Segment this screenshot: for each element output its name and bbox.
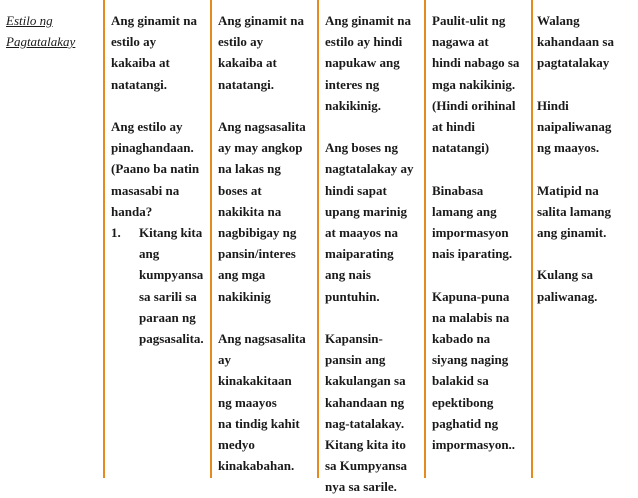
cell-line: pagtatalakay xyxy=(537,55,610,71)
cell-line: lamang ang xyxy=(432,203,497,219)
cell-line: (Hindi orihinal xyxy=(432,97,516,113)
cell-line: pansin/interes xyxy=(218,246,296,262)
cell-line: maiparating xyxy=(325,246,394,262)
cell-line: natatangi. xyxy=(111,76,167,92)
cell-line: Walang xyxy=(537,13,580,28)
cell-line: Binabasa xyxy=(432,182,484,198)
cell-line: napukaw ang xyxy=(325,55,400,71)
cell-line: kakaiba at xyxy=(218,55,277,71)
cell-line: kakulangan sa xyxy=(325,373,406,389)
column-divider xyxy=(103,0,105,478)
cell-line: natatangi) xyxy=(432,140,490,156)
cell-line: masasabi na xyxy=(111,182,180,198)
column-divider xyxy=(317,0,319,478)
cell-line: ng maayos xyxy=(218,394,277,410)
cell-line: interes ng xyxy=(325,76,380,92)
cell-line: medyo xyxy=(218,437,255,453)
cell-line: na malabis na xyxy=(432,309,510,325)
cell-line: boses at xyxy=(218,182,262,198)
cell-line: nais iparating. xyxy=(432,246,513,262)
cell-line: na lakas ng xyxy=(218,161,281,177)
cell-line: nakikita na xyxy=(218,203,282,219)
cell-line: kahandaan sa xyxy=(537,34,614,50)
cell-line: nagtatalakay ay xyxy=(325,161,414,177)
cell-line: Matipid na xyxy=(537,182,599,198)
cell-line: kabado na xyxy=(432,331,491,347)
cell-line: kakaiba at xyxy=(111,55,170,71)
cell-line: siyang naging xyxy=(432,352,509,368)
cell-line: hindi nabago sa xyxy=(432,55,520,71)
cell-line: Kapuna-puna xyxy=(432,288,510,304)
level-cell-5 xyxy=(537,10,614,307)
cell-line: mga nakikinig. xyxy=(432,76,516,92)
cell-line: at hindi xyxy=(432,119,475,135)
cell-line: (Paano ba natin xyxy=(111,161,200,177)
cell-line: nakikinig xyxy=(218,288,271,304)
level-cell-1 xyxy=(111,10,204,349)
cell-line: salita lamang xyxy=(537,203,612,219)
cell-line: kinakakitaan xyxy=(218,373,292,389)
cell-line: Kitang kita ito xyxy=(325,437,406,453)
cell-line: upang marinig xyxy=(325,203,407,219)
cell-line: pagsasalita. xyxy=(139,331,204,347)
cell-line: Ang ginamit na xyxy=(111,13,197,28)
criterion-line: Pagtatalakay xyxy=(6,34,76,50)
cell-line: balakid sa xyxy=(432,373,489,389)
level-cell-4 xyxy=(432,10,519,455)
cell-line: ay may angkop xyxy=(218,140,303,156)
criterion-cell xyxy=(6,10,75,52)
cell-line: nag-tatalakay. xyxy=(325,415,405,431)
cell-line: Kapansin- xyxy=(325,331,383,347)
cell-line: Ang ginamit na xyxy=(325,13,411,28)
cell-line: estilo ay hindi xyxy=(325,34,403,50)
cell-line: estilo ay xyxy=(218,34,264,50)
cell-line: at maayos na xyxy=(325,225,398,241)
cell-line: nagawa at xyxy=(432,34,489,50)
cell-line: Paulit-ulit ng xyxy=(432,13,506,28)
cell-line: sa sarili sa xyxy=(139,288,197,304)
cell-line: ang ginamit. xyxy=(537,225,607,240)
cell-line: hindi sapat xyxy=(325,182,387,198)
cell-line: pansin ang xyxy=(325,352,386,368)
cell-line: nakikinig. xyxy=(325,97,382,113)
column-divider xyxy=(424,0,426,478)
numbered-item xyxy=(111,222,204,243)
cell-line: nagbibigay ng xyxy=(218,225,297,241)
cell-line: naipaliwanag xyxy=(537,119,612,134)
cell-line: sa Kumpyansa xyxy=(325,458,407,474)
cell-line: puntuhin. xyxy=(325,288,380,304)
cell-line: kahandaan ng xyxy=(325,394,405,410)
level-cell-3 xyxy=(325,10,413,498)
cell-line: ay xyxy=(218,352,231,368)
cell-line: ang nais xyxy=(325,267,371,283)
cell-line: ang xyxy=(139,246,160,262)
cell-line: handa? xyxy=(111,203,153,219)
cell-line: Ang nagsasalita xyxy=(218,119,306,134)
cell-line: kumpyansa xyxy=(139,267,204,283)
cell-line: Ang nagsasalita xyxy=(218,331,306,347)
criterion-line: Estilo ng xyxy=(6,13,53,28)
item-text: Kitang kita xyxy=(139,225,203,241)
cell-line: Kulang sa xyxy=(537,267,593,283)
cell-line: natatangi. xyxy=(218,76,274,92)
cell-line: na tindig kahit xyxy=(218,415,300,431)
cell-line: estilo ay xyxy=(111,34,157,50)
cell-line: epektibong xyxy=(432,394,494,410)
cell-line: nya sa sarile. xyxy=(325,479,397,495)
column-divider xyxy=(531,0,533,478)
cell-line: ng maayos. xyxy=(537,140,600,156)
cell-line: Ang ginamit na xyxy=(218,13,304,28)
cell-line: paliwanag. xyxy=(537,288,598,304)
cell-line: ang mga xyxy=(218,267,266,283)
item-number: 1. xyxy=(111,225,121,241)
cell-line: paghatid ng xyxy=(432,415,499,431)
cell-line: Ang estilo ay xyxy=(111,119,183,134)
column-divider xyxy=(210,0,212,478)
cell-line: impormasyon.. xyxy=(432,437,516,453)
cell-line: Ang boses ng xyxy=(325,140,398,156)
cell-line: impormasyon xyxy=(432,225,509,241)
cell-line: paraan ng xyxy=(139,309,196,325)
cell-line: kinakabahan. xyxy=(218,458,295,474)
cell-line: Hindi xyxy=(537,97,569,113)
level-cell-2 xyxy=(218,10,306,476)
cell-line: pinaghandaan. xyxy=(111,140,194,156)
